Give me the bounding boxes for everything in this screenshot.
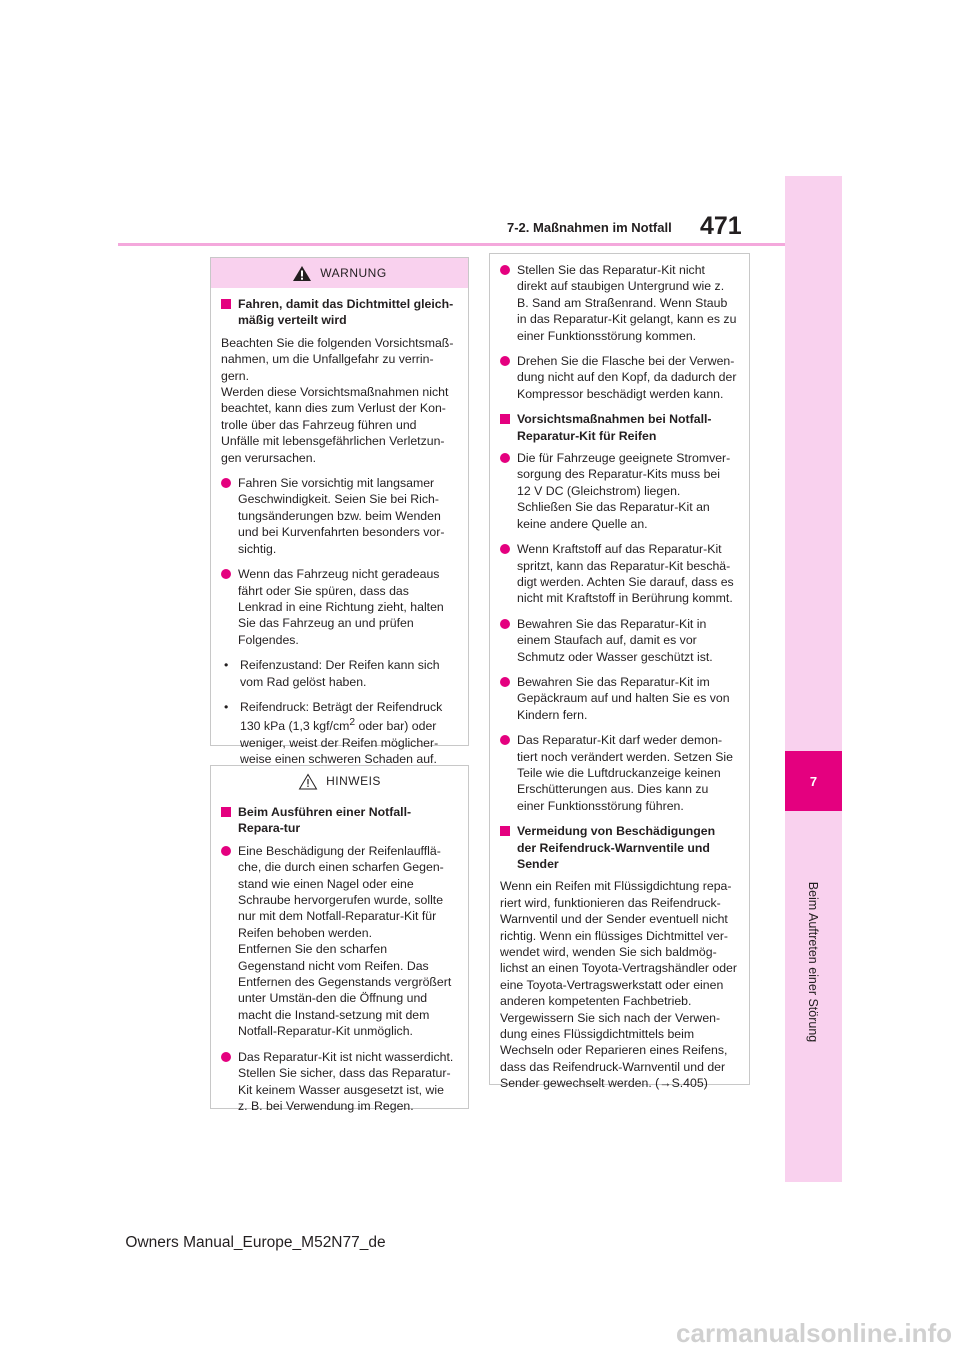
list-item: Wenn Kraftstoff auf das Reparatur-Kit spritzt, kann das Reparatur-Kit beschä-digt werden. Achten Sie darauf, dass es nicht mit Kraftstoff in Berührung kommt. xyxy=(500,541,737,607)
round-bullet-icon xyxy=(500,735,510,745)
caution-triangle-icon xyxy=(298,773,318,790)
list-item: Bewahren Sie das Reparatur-Kit im Gepäckraum auf und halten Sie es von Kindern fern. xyxy=(500,674,737,723)
warning-header xyxy=(211,258,468,288)
watermark: carmanualsonline.info xyxy=(676,1318,952,1348)
header-rule xyxy=(118,243,785,246)
chapter-title: Beim Auftreten einer Störung xyxy=(806,881,820,1043)
list-item: Fahren Sie vorsichtig mit langsamer Geschwindigkeit. Seien Sie bei Rich-tungsänderungen bzw. beim Wenden und bei Kurvenfahrten besonders vor-sichtig. xyxy=(221,475,456,557)
round-bullet-icon xyxy=(500,544,510,554)
round-bullet-icon xyxy=(500,265,510,275)
round-bullet-icon xyxy=(500,619,510,629)
round-bullet-icon xyxy=(221,846,231,856)
footer-text: Owners Manual_Europe_M52N77_de xyxy=(125,1234,386,1251)
square-bullet-icon xyxy=(500,826,510,836)
warning-box xyxy=(210,257,469,767)
warning-title: WARNUNG xyxy=(320,265,387,280)
list-item: Eine Beschädigung der Reifenlaufflä-che, die durch einen scharfen Gegen-stand wie einen Nagel oder eine Schraube hervorgerufen wurde, sollte nur mit dem Notfall-Reparatur-Kit für Reifen behoben werden. Entfernen Sie den scharfen Gegenstand nicht vom Reifen. Das Entfernen des Gegenstands vergrößert unter Umstän-den die Öffnung und macht die Instand-setzung mit dem Notfall-Reparatur-Kit unmöglich. xyxy=(221,843,456,1040)
continued-notice-box xyxy=(489,253,750,1091)
square-bullet-icon xyxy=(500,414,510,424)
list-item: Das Reparatur-Kit darf weder demon-tiert noch verändert werden. Setzen Sie Teile wie die Luftdruckanzeige keinen Erschütterungen aus. Dies kann zu einer Funktionsstörung führen. xyxy=(500,732,737,814)
chapter-number-tab: 7 xyxy=(785,751,842,811)
round-bullet-icon xyxy=(500,356,510,366)
round-bullet-icon xyxy=(500,453,510,463)
sub-list-item: • Reifenzustand: Der Reifen kann sich vom Rad gelöst haben. xyxy=(224,658,440,689)
notice-box xyxy=(210,765,469,1113)
arrow-icon: → xyxy=(659,1076,672,1091)
round-bullet-icon xyxy=(221,478,231,488)
list-item: Die für Fahrzeuge geeignete Stromver-sorgung des Reparatur-Kits muss bei 12 V DC (Gleichstrom) liegen. Schließen Sie das Reparatur-Kit an keine andere Quelle an. xyxy=(500,450,737,532)
body-paragraph: Wenn ein Reifen mit Flüssigdichtung repa-riert wird, funktionieren das Reifendruck-Warnventil und der Sender eventuell nicht richtig. Wenn ein flüssiges Dichtmittel ver-wendet wird, wenden Sie sich baldmög-lichst an einen Toyota-Vertragshändler oder eine Toyota-Vertragswerkstatt oder einen anderen kompetenten Fachbetrieb. Vergewissern Sie sich nach der Verwen-dung eines Flüssigdichtmittels beim Wechseln oder Reparieren eines Reifens, dass das Reifendruck-Warnventil und der Sender gewechselt werden. (→S.405) xyxy=(500,879,737,1091)
warning-intro: Werden diese Vorsichtsmaßnahmen nicht beachtet, kann dies zum Verlust der Kon-trolle über das Fahrzeug führen und Unfälle mit lebensgefährlichen Verletzun-gen verursachen. xyxy=(221,385,449,465)
list-item: Drehen Sie die Flasche bei der Verwen-dung nicht auf den Kopf, da dadurch der Kompressor beschädigt werden kann. xyxy=(500,353,737,402)
list-item: Das Reparatur-Kit ist nicht wasserdicht. Stellen Sie sicher, dass das Reparatur-Kit keinem Wasser ausgesetzt ist, wie z. B. bei Verwendung im Regen. xyxy=(221,1049,456,1115)
section-title: 7-2. Maßnahmen im Notfall xyxy=(507,220,672,235)
square-bullet-icon xyxy=(221,299,231,309)
round-bullet-icon xyxy=(500,677,510,687)
list-item: Wenn das Fahrzeug nicht geradeaus fährt oder Sie spüren, dass das Lenkrad in eine Richtung zieht, halten Sie das Fahrzeug an und prüfen Folgendes. xyxy=(221,566,456,648)
list-item: Bewahren Sie das Reparatur-Kit in einem Staufach auf, damit es vor Schmutz oder Wasser geschützt ist. xyxy=(500,616,737,665)
list-item: Stellen Sie das Reparatur-Kit nicht direkt auf staubigen Untergrund wie z. B. Sand am Straßenrand. Wenn Staub in das Reparatur-Kit gelangt, kann es zu einer Funktionsstörung kommen. xyxy=(500,262,737,344)
page-reference-link[interactable]: S.405) xyxy=(671,1076,708,1091)
round-bullet-icon xyxy=(221,1052,231,1062)
notice-header xyxy=(211,766,468,796)
warning-triangle-icon xyxy=(292,265,312,282)
sub-list-item: • Reifendruck: Beträgt der Reifendruck 130 kPa (1,3 kgf/$cm^2$ oder bar) oder weniger, weist der Reifen möglicher-weise einen schweren Schaden auf. xyxy=(224,699,443,767)
page-number: 471 xyxy=(700,212,742,240)
warning-heading: Fahren, damit das Dichtmittel gleich-mäßig verteilt wird xyxy=(221,296,456,329)
sub-heading: Vorsichtsmaßnahmen bei Notfall-Reparatur-Kit für Reifen xyxy=(500,411,737,444)
square-bullet-icon xyxy=(221,807,231,817)
notice-title: HINWEIS xyxy=(326,773,381,788)
notice-heading: Beim Ausführen einer Notfall-Repara-tur xyxy=(221,804,456,837)
round-bullet-icon xyxy=(221,569,231,579)
sub-heading: Vermeidung von Beschädigungen der Reifendruck-Warnventile und Sender xyxy=(500,823,737,872)
warning-intro: Beachten Sie die folgenden Vorsichtsmaß-nahmen, um die Unfallgefahr zu verrin-gern. xyxy=(221,335,454,383)
